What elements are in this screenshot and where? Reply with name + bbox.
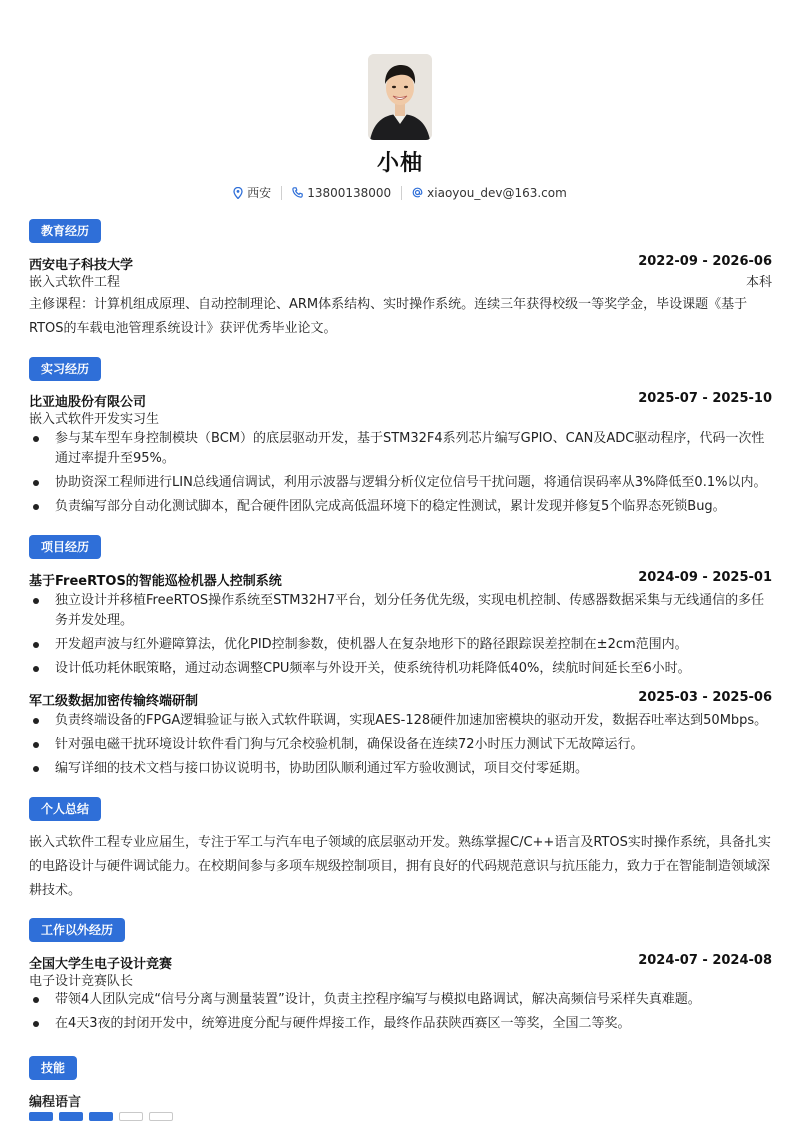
- project-bullets: [29, 591, 774, 683]
- list-item: 设计低功耗休眠策略，通过动态调整CPU频率与外设开关，使系统待机功耗降低40%，续航时间延长至6小时。: [29, 659, 774, 679]
- project-date: 2025-03 - 2025-06: [638, 690, 772, 705]
- skill-segment-filled: [59, 1112, 83, 1121]
- education-major: 嵌入式软件工程: [29, 275, 121, 290]
- section-internship-heading: 实习经历: [29, 357, 101, 381]
- list-item: 编写详细的技术文档与接口协议说明书，协助团队顺利通过军方验收测试，项目交付零延期。: [29, 759, 774, 779]
- list-item: 开发超声波与红外避障算法，优化PID控制参数，使机器人在复杂地形下的路径跟踪误差控制在±2cm范围内。: [29, 635, 774, 655]
- education-header: [29, 254, 772, 273]
- education-date: 2022-09 - 2026-06: [638, 254, 772, 269]
- competition-name: 全国大学生电子设计竞赛: [29, 957, 173, 972]
- project-bullets: [29, 711, 774, 783]
- skill-category: 编程语言: [29, 1095, 82, 1110]
- contact-location: [223, 184, 281, 201]
- project-title: 基于FreeRTOS的智能巡检机器人控制系统: [29, 574, 282, 589]
- list-item: 独立设计并移植FreeRTOS操作系统至STM32H7平台，划分任务优先级，实现电机控制、传感器数据采集与无线通信的多任务并发处理。: [29, 591, 774, 631]
- extracurricular-header: [29, 953, 772, 972]
- extracurricular-bullets: [29, 990, 774, 1038]
- education-degree: 本科: [745, 275, 772, 290]
- skill-segment-empty: [149, 1112, 173, 1121]
- list-item: 在4天3夜的封闭开发中，统筹进度分配与硬件焊接工作，最终作品获陕西赛区一等奖，全国二等奖。: [29, 1014, 774, 1034]
- list-item: 针对强电磁干扰环境设计软件看门狗与冗余校验机制，确保设备在连续72小时压力测试下无故障运行。: [29, 735, 774, 755]
- project-header: [29, 690, 772, 709]
- section-summary-heading: 个人总结: [29, 797, 101, 821]
- list-item: 负责编写部分自动化测试脚本，配合硬件团队完成高低温环境下的稳定性测试，累计发现并修复5个临界态死锁Bug。: [29, 497, 774, 517]
- contact-bar: [0, 184, 800, 201]
- phone-icon: [292, 187, 303, 198]
- school-name: 西安电子科技大学: [29, 258, 134, 273]
- internship-role: 嵌入式软件开发实习生: [29, 412, 160, 427]
- location-text: 西安: [247, 186, 272, 200]
- skill-segment-filled: [29, 1112, 53, 1121]
- skill-segment-filled: [89, 1112, 113, 1121]
- education-detail: 主修课程：计算机组成原理、自动控制理论、ARM体系结构、实时操作系统。连续三年获得校级一等奖学金，毕设课题《基于RTOS的车载电池管理系统设计》获评优秀毕业论文。: [29, 297, 748, 336]
- contact-email[interactable]: [402, 186, 577, 200]
- list-item: 参与某车型车身控制模块（BCM）的底层驱动开发，基于STM32F4系列芯片编写GPIO、CAN及ADC驱动程序，代码一次性通过率提升至95%。: [29, 429, 774, 469]
- list-item: 带领4人团队完成“信号分离与测量装置”设计，负责主控程序编写与模拟电路调试，解决高频信号采样失真难题。: [29, 990, 774, 1010]
- list-item: 负责终端设备的FPGA逻辑验证与嵌入式软件联调，实现AES-128硬件加速加密模块的驱动开发，数据吞吐率达到50Mbps。: [29, 711, 774, 731]
- skill-segment-empty: [119, 1112, 143, 1121]
- location-pin-icon: [233, 187, 243, 199]
- internship-date: 2025-07 - 2025-10: [638, 391, 772, 406]
- list-item: 协助资深工程师进行LIN总线通信调试，利用示波器与逻辑分析仪定位信号干扰问题，将通信误码率从3%降低至0.1%以内。: [29, 473, 774, 493]
- section-projects-heading: 项目经历: [29, 535, 101, 559]
- section-skills-heading: 技能: [29, 1056, 77, 1080]
- email-text[interactable]: xiaoyou_dev@163.com: [427, 185, 567, 200]
- project-title: 军工级数据加密传输终端研制: [29, 694, 199, 709]
- at-sign-icon: [412, 187, 423, 198]
- section-extracurricular-heading: 工作以外经历: [29, 918, 125, 942]
- summary-text: 嵌入式软件工程专业应届生，专注于军工与汽车电子领域的底层驱动开发。熟练掌握C/C++语言及RTOS实时操作系统，具备扎实的电路设计与硬件调试能力。在校期间参与多项车规级控制项目，拥有良好的代码规范意识与抗压能力，致力于在智能制造领域深耕技术。: [29, 835, 771, 898]
- candidate-name: 小柚: [376, 151, 423, 176]
- profile-photo: [368, 54, 432, 140]
- section-education-heading: 教育经历: [29, 219, 101, 243]
- contact-phone: [282, 186, 401, 200]
- company-name: 比亚迪股份有限公司: [29, 395, 147, 410]
- internship-bullets: [29, 429, 774, 521]
- project-header: [29, 570, 772, 589]
- project-date: 2024-09 - 2025-01: [638, 570, 772, 585]
- skill-level-meter: [29, 1112, 173, 1121]
- phone-text: 13800138000: [307, 185, 392, 200]
- competition-date: 2024-07 - 2024-08: [638, 953, 772, 968]
- competition-role: 电子设计竞赛队长: [29, 974, 134, 989]
